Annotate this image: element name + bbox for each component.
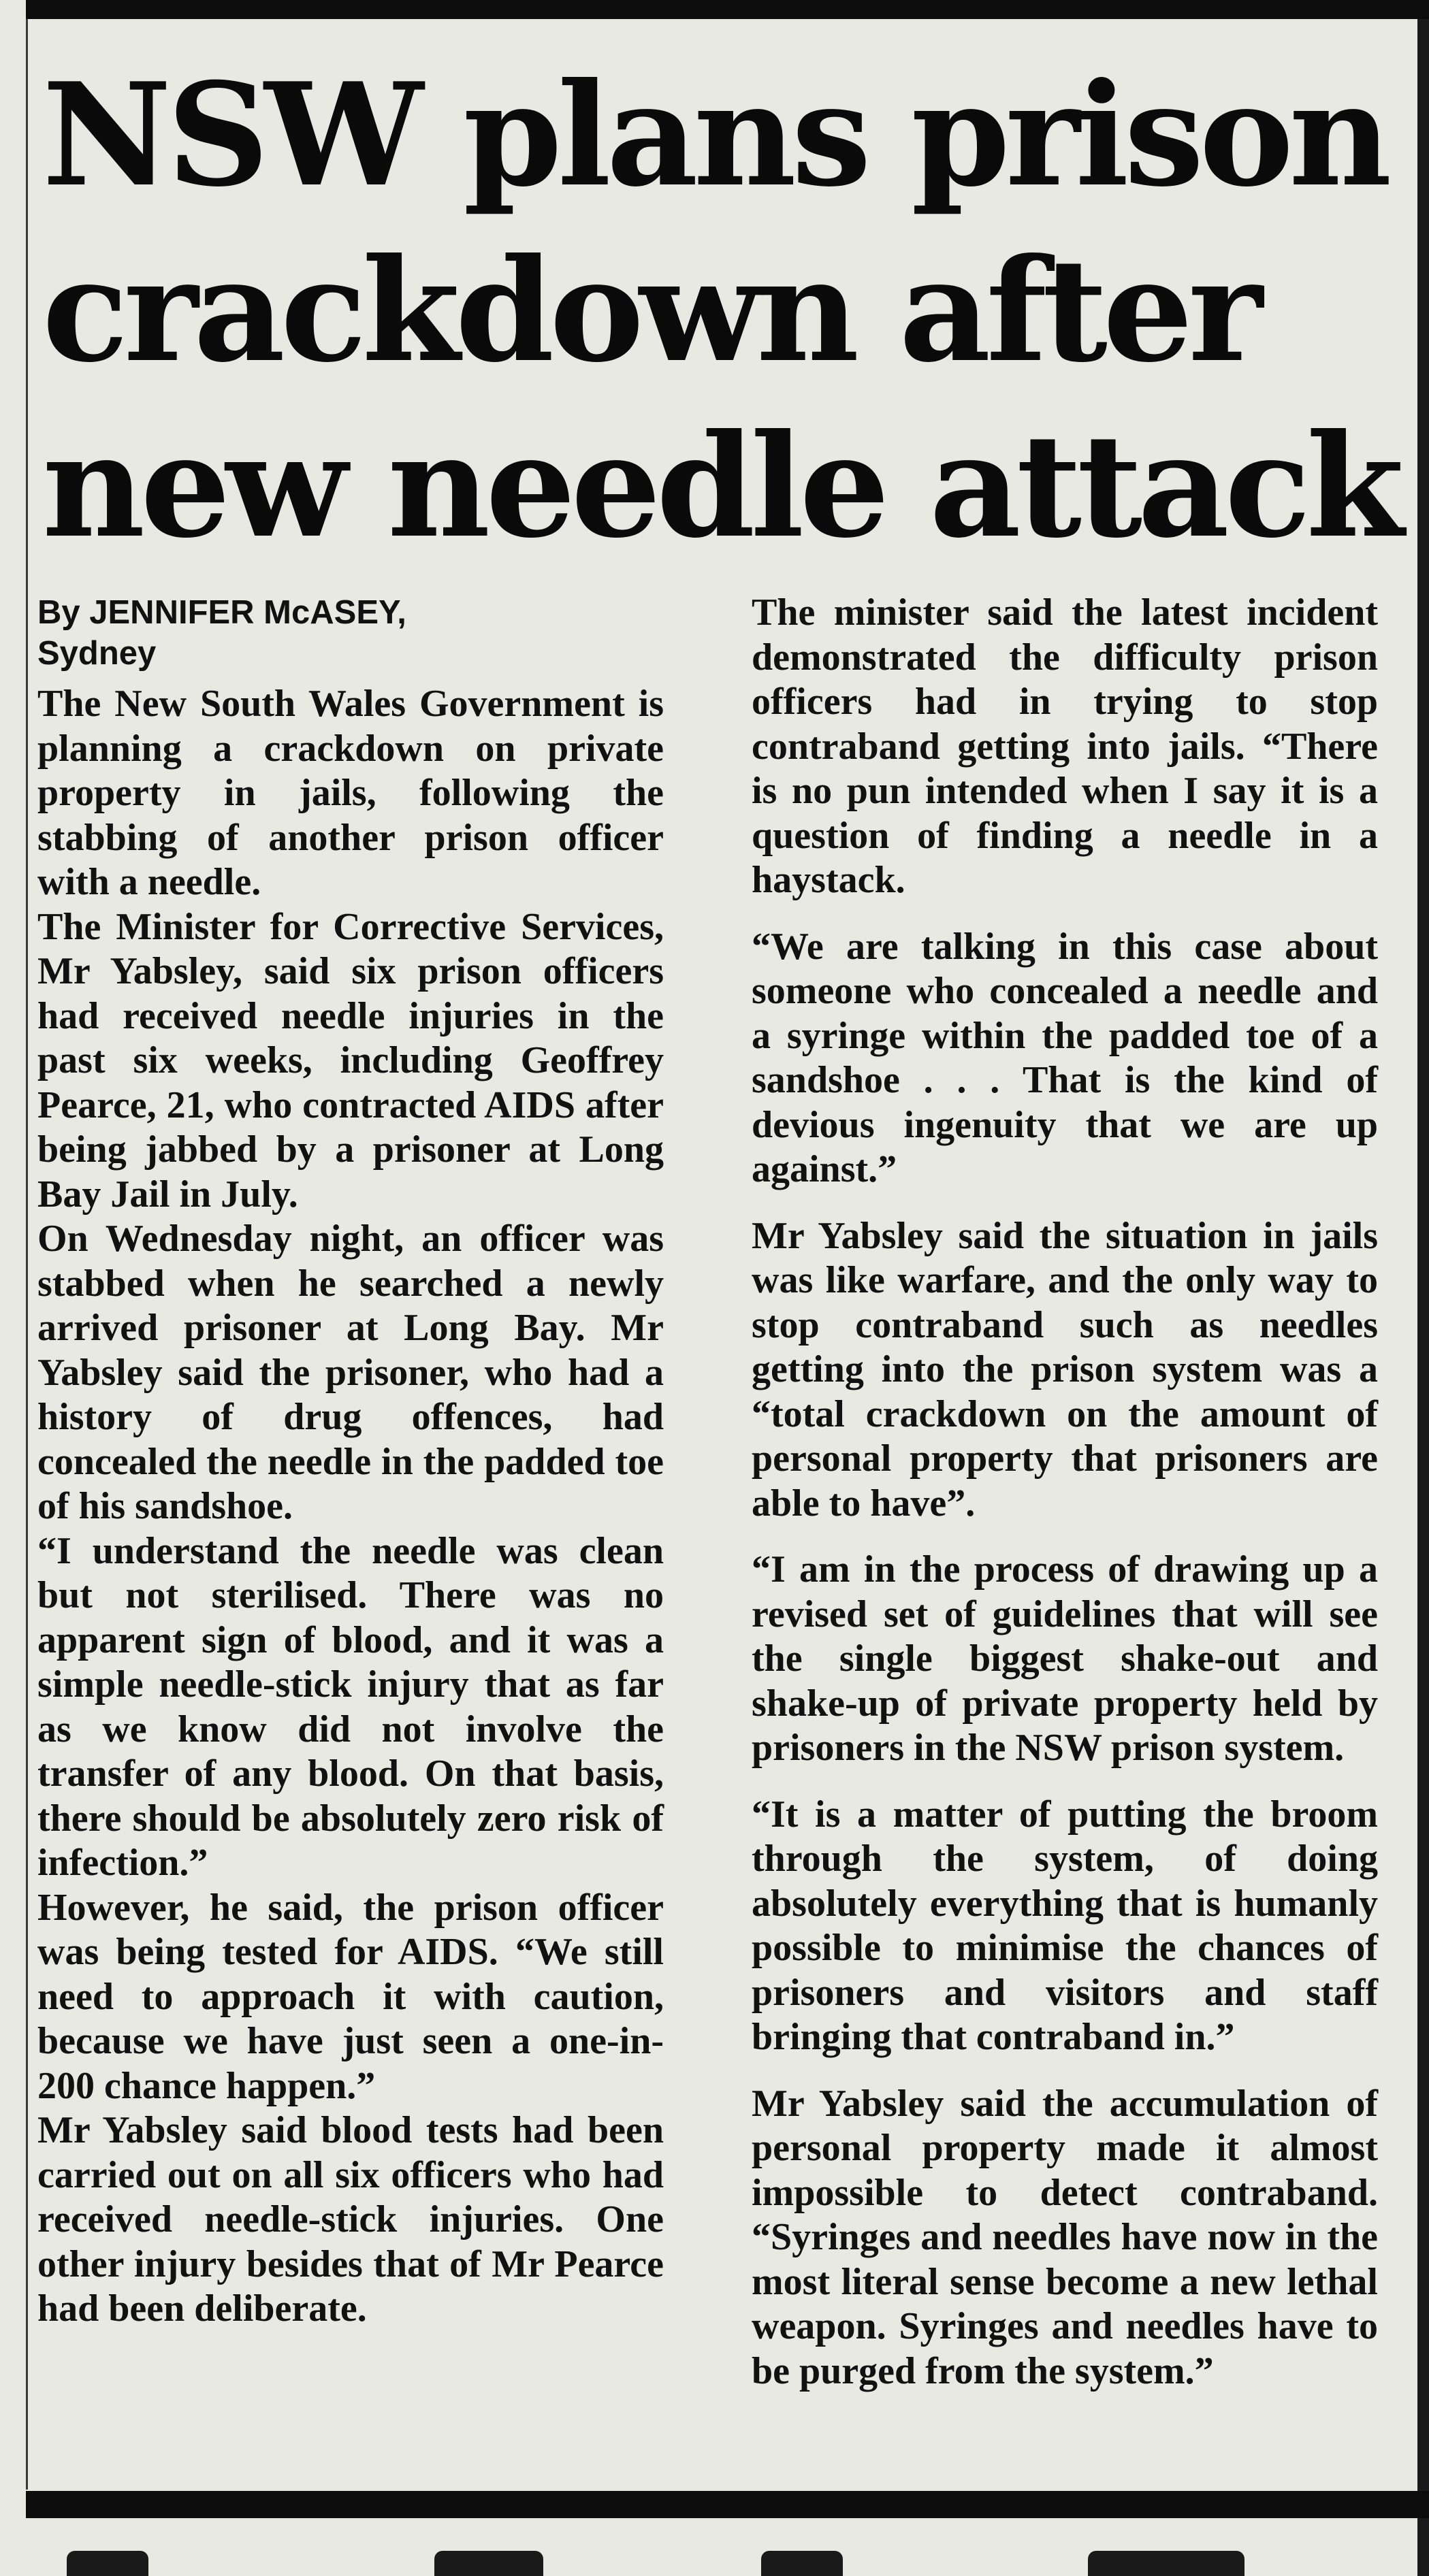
paragraph: Mr Yabsley said the accumulation of personal property made it almost impossible to detect contraband. “Syringes and needles have now in the most literal sense become a new lethal weapon. Syringes and needles have to be purged from the system.”: [752, 2082, 1378, 2392]
paragraph: The New South Wales Government is planning a crackdown on private property in jails, following the stabbing of another prison officer with a needle.: [37, 683, 664, 903]
byline: [37, 592, 671, 674]
paragraph: The Minister for Corrective Services, Mr Yabsley, said six prison officers had received needle injuries in the past six weeks, including Geoffrey Pearce, 21, who contracted AIDS after being jabbed by a prisoner at Long Bay Jail in July.: [37, 905, 664, 1216]
next-article-headline-fragment: [26, 2518, 1429, 2576]
paragraph: Mr Yabsley said blood tests had been carried out on all six officers who had received needle-stick injuries. One other injury besides that of Mr Pearce had been deliberate.: [37, 2109, 664, 2330]
bottom-rule: [26, 2491, 1429, 2518]
paragraph: “I am in the process of drawing up a revised set of guidelines that will see the single biggest shake-out and shake-up of private property held by prisoners in the NSW prison system.: [752, 1548, 1378, 1769]
article-column-left: [37, 682, 664, 2332]
article-column-right: [752, 591, 1378, 2394]
paragraph: Mr Yabsley said the situation in jails was like warfare, and the only way to stop contraband such as needles getting into the prison system was a “total crackdown on the amount of personal property that prisoners are able to have”.: [752, 1214, 1378, 1525]
headline: NSW plans prison crackdown after new needle attack: [42, 52, 1400, 570]
top-rule: [26, 0, 1429, 19]
paragraph: “I understand the needle was clean but not sterilised. There was no apparent sign of blood, and it was a simple needle-stick injury that as far as we know did not involve the transfer of any blood. On that basis, there should be absolutely zero risk of infection.”: [37, 1529, 664, 1884]
paragraph: “We are talking in this case about someone who concealed a needle and a syringe within the padded toe of a sandshoe . . . That is the kind of devious ingenuity that we are up against.”: [752, 925, 1378, 1190]
paragraph: The minister said the latest incident demonstrated the difficulty prison officers had in trying to stop contraband getting into jails. “There is no pun intended when I say it is a question of finding a needle in a haystack.: [752, 591, 1378, 901]
paragraph: “It is a matter of putting the broom through the system, of doing absolutely everything that is humanly possible to minimise the chances of prisoners and visitors and staff bringing that contraband in.”: [752, 1793, 1378, 2058]
byline-author: By JENNIFER McASEY,: [37, 594, 406, 631]
byline-location: Sydney: [37, 635, 157, 672]
column-border-left: [26, 19, 28, 2490]
paragraph: However, he said, the prison officer was being tested for AIDS. “We still need to approach it with caution, because we have just seen a one-in-200 chance happen.”: [37, 1886, 664, 2107]
page-edge-right: [1417, 19, 1429, 2576]
paragraph: On Wednesday night, an officer was stabbed when he searched a newly arrived prisoner at Long Bay. Mr Yabsley said the prisoner, who had a history of drug offences, had concealed the needle in the padded toe of his sandshoe.: [37, 1218, 664, 1527]
